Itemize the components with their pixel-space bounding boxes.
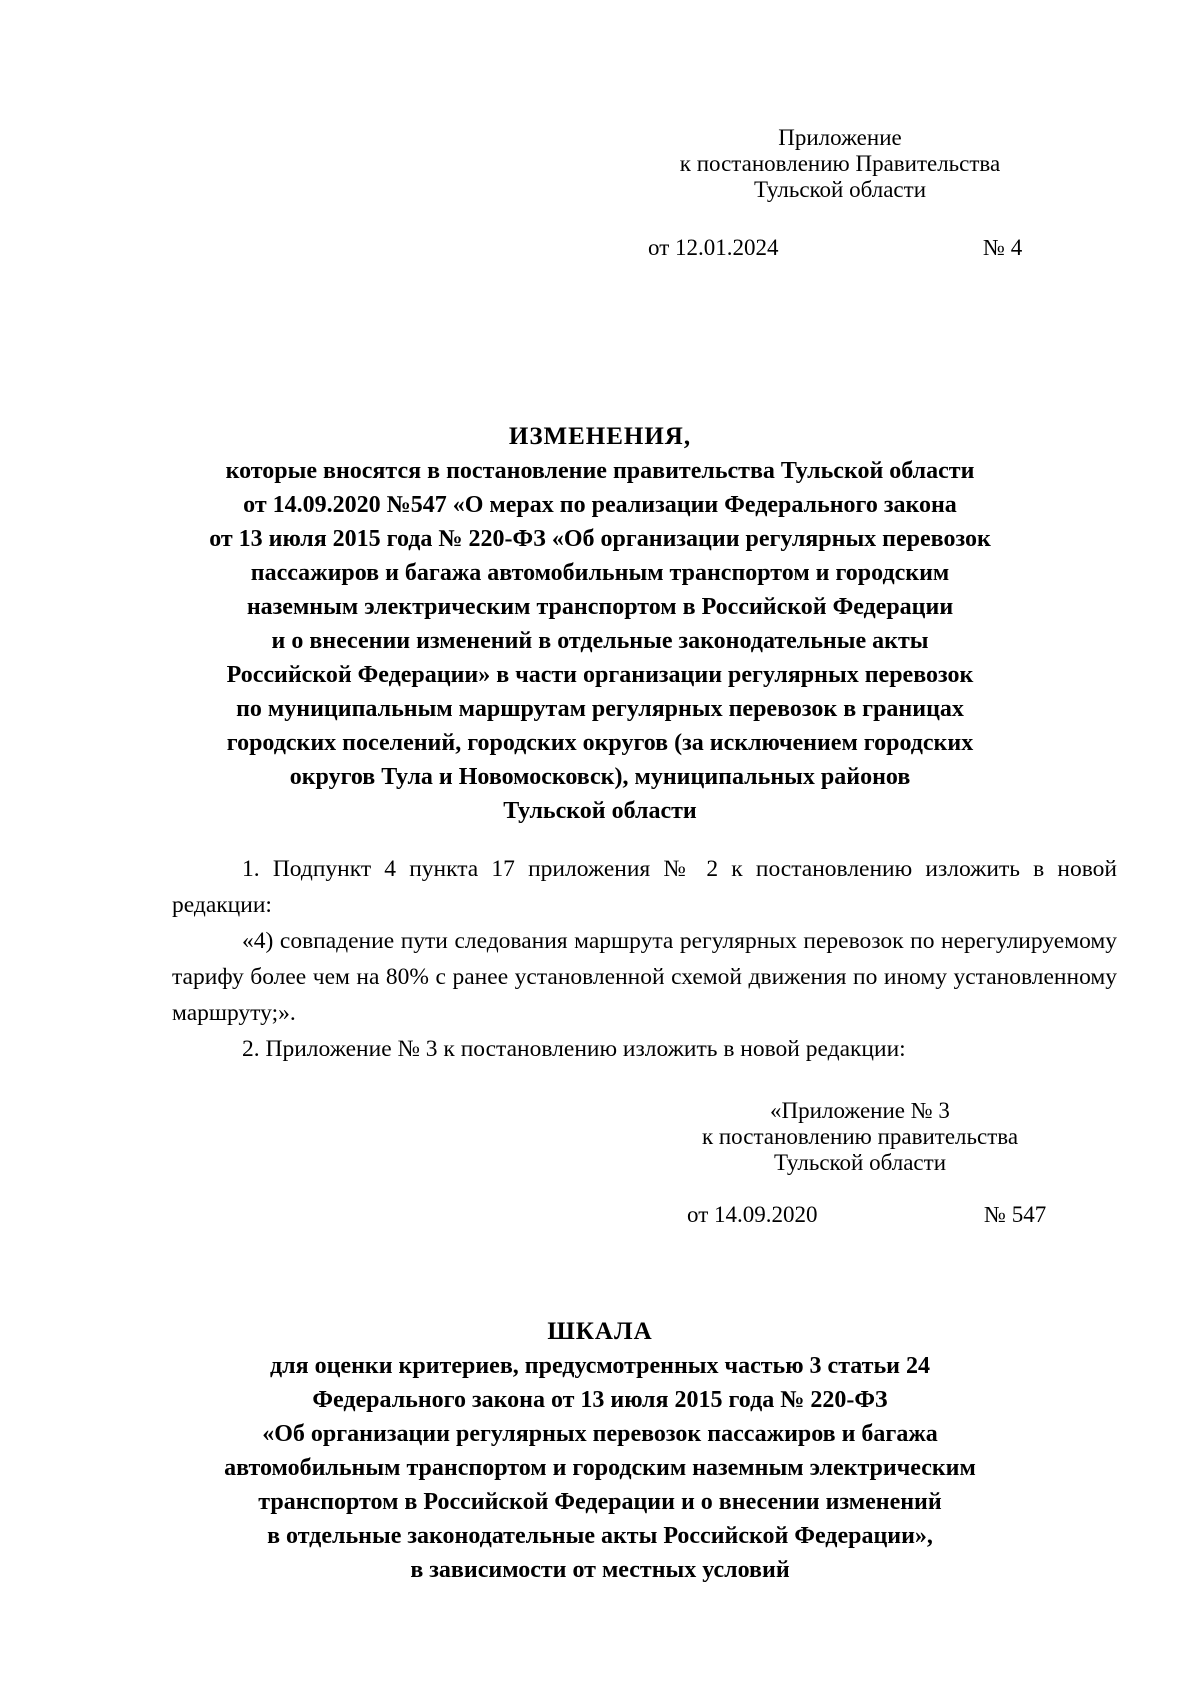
changes-line: Тульской области	[503, 798, 697, 824]
annex-line-2: к постановлению Правительства	[679, 151, 1001, 176]
annex-line-3: Тульской области	[753, 177, 927, 202]
changes-line: наземным электрическим транспортом в Российской Федерации	[246, 594, 954, 620]
scale-title: ШКАЛА	[547, 1318, 653, 1345]
annex-line-1: Приложение	[778, 125, 902, 150]
changes-line: Российской Федерации» в части организации регулярных перевозок	[226, 662, 974, 688]
scale-line: транспортом в Российской Федерации и о внесении изменений	[258, 1489, 942, 1515]
scale-line: в зависимости от местных условий	[410, 1557, 790, 1583]
scale-line: Федерального закона от 13 июля 2015 года № 220-ФЗ	[312, 1387, 888, 1413]
annex-date: от 12.01.2024	[648, 235, 779, 260]
annex-3-date: от 14.09.2020	[687, 1202, 818, 1227]
scale-line: для оценки критериев, предусмотренных частью 3 статьи 24	[270, 1353, 930, 1379]
scale-line: автомобильным транспортом и городским наземным электрическим	[224, 1455, 976, 1481]
changes-line: от 13 июля 2015 года № 220-ФЗ «Об организации регулярных перевозок	[209, 526, 991, 552]
changes-line: которые вносятся в постановление правительства Тульской области	[225, 458, 975, 484]
annex-number: № 4	[983, 235, 1023, 260]
scale-heading	[120, 1315, 1080, 1587]
changes-line: городских поселений, городских округов (за исключением городских	[226, 730, 974, 756]
paragraph-2: «4) совпадение пути следования маршрута регулярных перевозок по нерегулируемому тарифу более чем на 80% с ранее установленной схемой движения по иному установленному маршруту;».	[172, 928, 1117, 1026]
scale-line: «Об организации регулярных перевозок пассажиров и багажа	[262, 1421, 938, 1447]
body-text	[172, 851, 1117, 1067]
changes-line: от 14.09.2020 №547 «О мерах по реализации Федерального закона	[243, 492, 957, 518]
annex-3-line-1: «Приложение № 3	[770, 1098, 950, 1123]
annex-3-line-3: Тульской области	[773, 1150, 947, 1175]
changes-heading	[120, 420, 1080, 828]
changes-line: пассажиров и багажа автомобильным транспортом и городским	[250, 560, 950, 586]
annex-header	[620, 125, 1060, 203]
changes-line: и о внесении изменений в отдельные законодательные акты	[271, 628, 929, 654]
changes-title: ИЗМЕНЕНИЯ,	[508, 423, 692, 450]
scale-line: в отдельные законодательные акты Российской Федерации»,	[267, 1523, 933, 1549]
annex-3-header	[640, 1098, 1080, 1176]
annex-3-line-2: к постановлению правительства	[701, 1124, 1019, 1149]
changes-line: по муниципальным маршрутам регулярных перевозок в границах	[236, 696, 964, 722]
paragraph-3: 2. Приложение № 3 к постановлению изложить в новой редакции:	[242, 1036, 906, 1062]
changes-line: округов Тула и Новомосковск), муниципальных районов	[289, 764, 911, 790]
paragraph-1: 1. Подпункт 4 пункта 17 приложения № 2 к постановлению изложить в новой редакции:	[172, 856, 1117, 918]
annex-3-number: № 547	[984, 1202, 1047, 1227]
